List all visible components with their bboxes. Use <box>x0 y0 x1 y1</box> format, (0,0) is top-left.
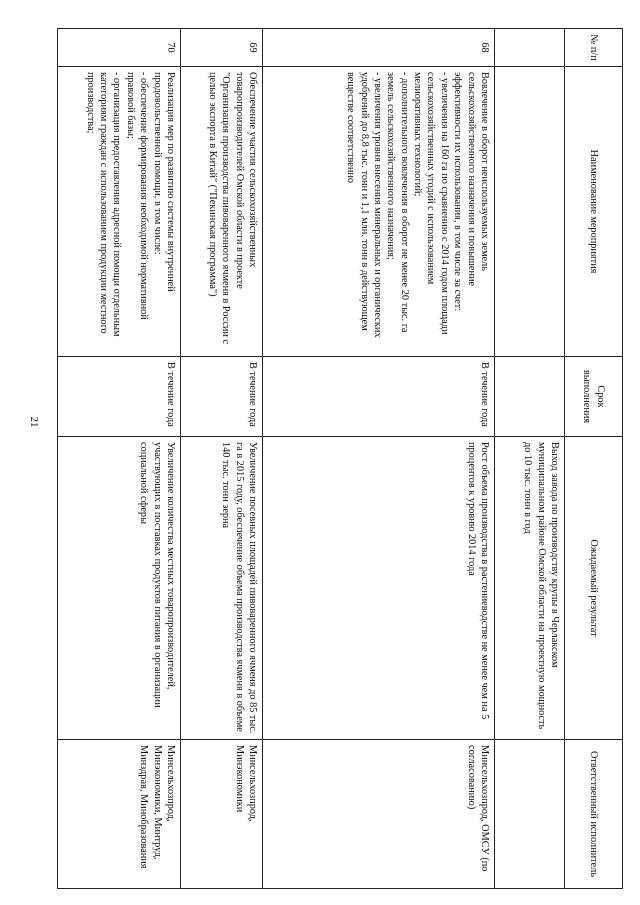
table-row <box>58 29 181 889</box>
cell-result <box>181 437 263 740</box>
name-line: - организация предоставления адресной помощи отдельным категориям граждан с использованием продукции местного производства; <box>84 72 123 337</box>
cell-term: В течение года <box>263 357 495 437</box>
result-line: Увеличение посевных площадей пивоваренного ячменя до 85 тыс. га в 2015 году, обеспечение объема производства ячменя в объеме 140 тыс. тонн зерна <box>220 442 258 734</box>
table-row <box>181 29 263 889</box>
cell-num <box>495 29 565 67</box>
measures-table <box>57 28 623 889</box>
cell-name <box>58 67 181 357</box>
rotated-page <box>58 28 623 888</box>
name-line: Реализация мер по развитию системы внутренней продовольственной помощи, в том числе: <box>151 72 176 292</box>
cell-term <box>495 357 565 437</box>
header-term: Срок выполнения <box>565 357 623 437</box>
header-responsible: Ответственный исполнитель <box>565 740 623 889</box>
cell-result <box>263 437 495 740</box>
page-number: 21 <box>28 416 40 428</box>
cell-num: 69 <box>181 29 263 67</box>
name-line: Вовлечение в оборот неиспользуемых земель сельскохозяйственного назначения и повышение эффективности их использования, в том числе за счет: <box>452 72 490 312</box>
cell-num: 70 <box>58 29 181 67</box>
header-row <box>565 29 623 889</box>
name-line: Обеспечение участия сельскохозяйственных товаропроизводителей Омской области в проекте "Организация производства пивоваренного ячменя в России с целью экспорта в Китай" ("Пекинская программа") <box>206 72 258 345</box>
result-line: Увеличение количества местных товаропроизводителей, участвующих в поставках продуктов питания в организации социальной сферы <box>138 442 176 708</box>
header-num: № п/п <box>565 29 623 67</box>
table-row <box>263 29 495 889</box>
header-result: Ожидаемый результат <box>565 437 623 740</box>
cell-name <box>263 67 495 357</box>
cell-num: 68 <box>263 29 495 67</box>
cell-term: В течение года <box>181 357 263 437</box>
cell-name <box>495 67 565 357</box>
table-row <box>495 29 565 889</box>
cell-result <box>58 437 181 740</box>
cell-result <box>495 437 565 740</box>
name-line: - увеличения уровня внесения минеральных и органических удобрений до 8,8 тыс. тонн и 1,1 млн. тонн в действующем веществе соответственно <box>345 72 383 338</box>
name-line: - увеличения на 160 га по сравнению с 2014 годом площади сельскохозяйственных угодий с использованием мелиоративных технологий; <box>412 72 450 335</box>
header-name: Наименование мероприятия <box>565 67 623 357</box>
result-line: Рост объема производства в растениеводстве не менее чем на 5 процентов к уровню 2014 года <box>465 442 490 720</box>
cell-responsible: Минсельхозпрод, Минэкономики <box>181 740 263 889</box>
cell-term: В течение года <box>58 357 181 437</box>
cell-name <box>181 67 263 357</box>
cell-responsible: Минсельхозпрод, Минэкономики, Минтруд, Минздрав, Минобразования <box>58 740 181 889</box>
measures-table-wrapper <box>58 28 623 888</box>
name-line: - обеспечение формирования необходимой нормативной правовой базы; <box>124 72 150 320</box>
name-line: - дополнительного вовлечения в оборот не менее 20 тыс. га земель сельскохозяйственного назначения; <box>385 72 410 333</box>
cell-responsible: Минсельхозпрод, ОМСУ (по согласованию) <box>263 740 495 889</box>
cell-responsible <box>495 740 565 889</box>
result-line: Выход завода по производству крупы в Черлакском муниципальном районе Омской области на проектную мощность до 10 тыс. тонн в год <box>522 442 560 730</box>
